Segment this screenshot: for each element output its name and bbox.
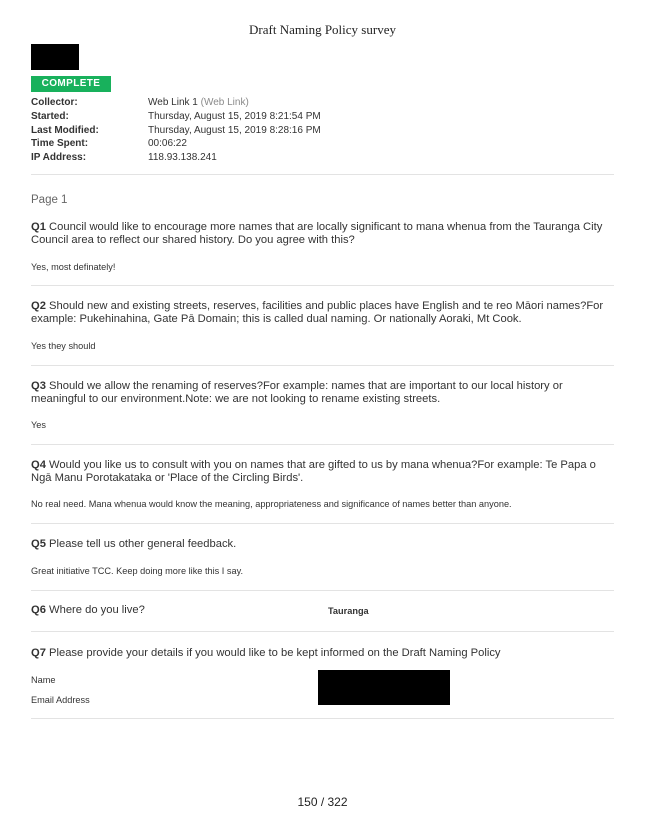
redacted-details [318,670,450,705]
document-title: Draft Naming Policy survey [249,22,396,37]
question-text: Would you like us to consult with you on names that are gifted to us by mana whenua?For example: Te Papa o Ngā Manu Porotakataka or 'Place of the Circling Birds'. [31,459,596,484]
meta-key: Last Modified: [31,124,99,136]
question-text: Please tell us other general feedback. [45,538,237,550]
question-number: Q1 [31,221,46,233]
divider [31,523,614,524]
question-number: Q7 [31,647,46,659]
answer-6: Tauranga [328,606,369,616]
meta-key: Collector: [31,97,78,108]
field-label-email: Email Address [31,695,90,705]
question-5 [31,538,614,551]
status-badge: COMPLETE [31,76,111,92]
question-number: Q3 [31,380,46,392]
page-label: Page 1 [31,194,68,206]
question-text: Should we allow the renaming of reserves?For example: names that are important to our local history or meaningful to our environment.Note: we are not looking to rename existing streets. [31,380,563,405]
divider [31,718,614,719]
answer-1: Yes, most definately! [31,262,116,272]
meta-value: Thursday, August 15, 2019 8:21:54 PM [148,110,321,122]
question-text: Should new and existing streets, reserves, facilities and public places have English and te reo Māori names?For example: Pukehinahina, Gate Pā Domain; this is called dual naming. Or nationally Aoraki, Mt Cook. [31,300,604,325]
meta-value: 118.93.138.241 [148,152,217,164]
meta-key: Time Spent: [31,138,89,150]
meta-row-time-spent [31,137,321,151]
question-text: Please provide your details if you would like to be kept informed on the Draft Naming Policy [45,647,501,659]
page-number: 150 / 322 [297,795,348,809]
question-4 [31,459,614,485]
divider [31,444,614,445]
answer-3: Yes [31,420,46,430]
answer-2: Yes they should [31,341,96,351]
divider [31,590,614,591]
question-3 [31,380,614,406]
answer-4: No real need. Mana whenua would know the meaning, appropriateness and significance of names better than anyone. [31,499,512,509]
field-label-name: Name [31,675,56,685]
answer-5: Great initiative TCC. Keep doing more like this I say. [31,566,244,576]
question-number: Q5 [31,538,46,550]
question-text: Where do you live? [45,604,145,616]
question-1 [31,221,614,247]
meta-row-started [31,110,321,124]
question-7 [31,647,614,660]
meta-row-ip-address [31,151,321,165]
divider [31,631,614,632]
redacted-logo [31,44,79,70]
question-text: Council would like to encourage more names that are locally significant to mana whenua from the Tauranga City Council area to reflect our shared history. Do you agree with this? [31,221,603,246]
divider [31,174,614,175]
question-number: Q2 [31,300,46,312]
question-number: Q6 [31,604,46,616]
respondent-metadata [31,96,321,165]
meta-value: 00:06:22 [148,138,187,150]
question-number: Q4 [31,459,46,471]
divider [31,365,614,366]
meta-row-collector [31,96,321,110]
question-2 [31,300,614,326]
meta-key: Started: [31,110,69,122]
meta-value: Web Link 1 (Web Link) [148,97,249,108]
divider [31,285,614,286]
meta-value: Thursday, August 15, 2019 8:28:16 PM [148,124,321,136]
meta-key: IP Address: [31,152,87,164]
meta-row-last-modified [31,124,321,138]
